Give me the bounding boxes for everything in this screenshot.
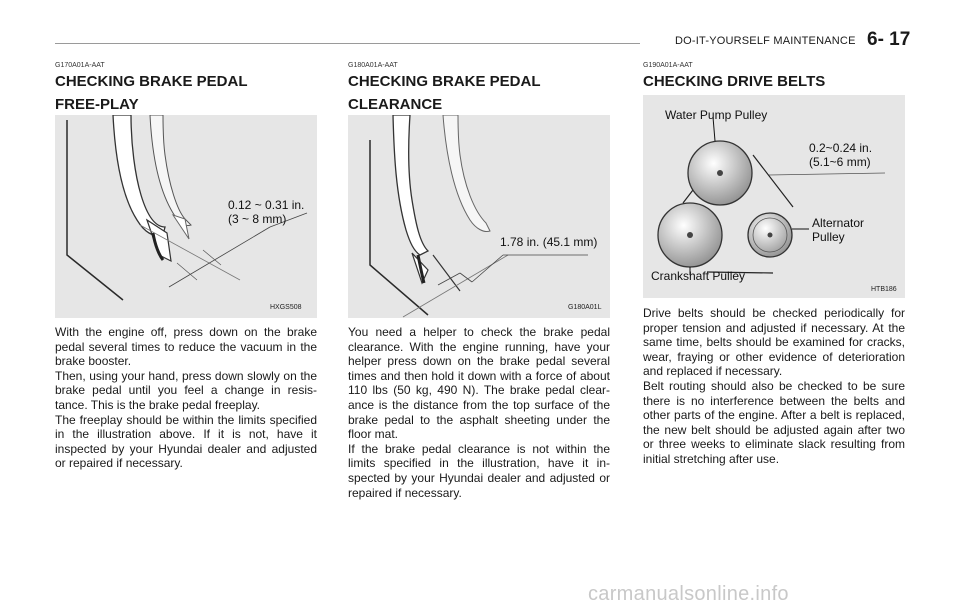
brake-pedal-clearance-illustration: [348, 115, 610, 318]
brake-clearance-figure: [348, 115, 610, 318]
header-rule: [55, 43, 640, 44]
page-number: 6- 17: [867, 29, 911, 50]
section-heading: CHECKING DRIVE BELTS: [643, 73, 826, 90]
drive-belts-text: Drive belts should be checked periodically for proper tension and adjusted if necessary. At the same time, belts should be examined for cracks, wear, fraying or other evidence of deterioration and replaced if necessary. Belt routing should also be checked to be sure there is no interference between the belts and other parts of the engine. After a belt is replaced, the new belt should be adjusted again after two or three weeks to eliminate slack resulting from initial stretching after use.: [643, 306, 905, 466]
drive-belt-illustration: [643, 95, 905, 298]
belt-gap-spec-in: 0.2~0.24 in.: [809, 141, 873, 155]
brake-free-play-figure: [55, 115, 317, 318]
watermark: carmanualsonline.info: [588, 583, 789, 605]
section-heading-line1: CHECKING BRAKE PEDAL: [55, 73, 248, 90]
section-code: G170A01A-AAT: [55, 62, 105, 69]
section-drive-belts: [643, 62, 905, 92]
alternator-pulley-label-1: Alternator: [812, 216, 865, 230]
brake-clearance-text: You need a helper to check the brake pedal clearance. With the engine running, have your helper press down on the brake pedal several times and then hold it down with a force of about 110 lbs (50 kg, 490 N). The brake pedal clear-ance is the distance from the top surface of the brake pedal to the asphalt sheeting under the floor mat. If the brake pedal clearance is not within the limits specified in the illustration, have it in-spected by your Hyundai dealer and adjusted or repaired if necessary.: [348, 325, 610, 500]
section-brake-clearance: [348, 62, 610, 115]
water-pump-pulley-label: Water Pump Pulley: [665, 108, 768, 122]
section-code: G180A01A-AAT: [348, 62, 398, 69]
section-heading-line2: CLEARANCE: [348, 96, 443, 113]
figure-code: HTB186: [871, 286, 897, 293]
section-brake-free-play: [55, 62, 317, 115]
clearance-spec-label: 1.78 in. (45.1 mm): [500, 235, 598, 249]
freeplay-spec-label-mm: (3 ~ 8 mm): [228, 212, 287, 226]
section-code: G190A01A-AAT: [643, 62, 693, 69]
belt-gap-spec-mm: (5.1~6 mm): [809, 155, 871, 169]
alternator-pulley-label-2: Pulley: [812, 230, 845, 244]
crankshaft-pulley-label: Crankshaft Pulley: [651, 269, 746, 283]
section-heading-line1: CHECKING BRAKE PEDAL: [348, 73, 541, 90]
drive-belt-figure: [643, 95, 905, 298]
figure-code: G180A01L: [568, 304, 602, 311]
figure-code: HXGS508: [270, 304, 302, 311]
brake-free-play-text: With the engine off, press down on the brake pedal several times to reduce the vacuum in the brake booster. Then, using your hand, press down slowly on the brake pedal until you feel a change in resis-tance. This is the brake pedal freeplay. The freeplay should be within the limits specified in the illustration above. If it is not, have it inspected by your Hyundai dealer and adjusted or repaired if necessary.: [55, 325, 317, 471]
section-title: DO-IT-YOURSELF MAINTENANCE: [675, 35, 856, 47]
freeplay-spec-label-in: 0.12 ~ 0.31 in.: [228, 198, 305, 212]
section-heading-line2: FREE-PLAY: [55, 96, 139, 113]
